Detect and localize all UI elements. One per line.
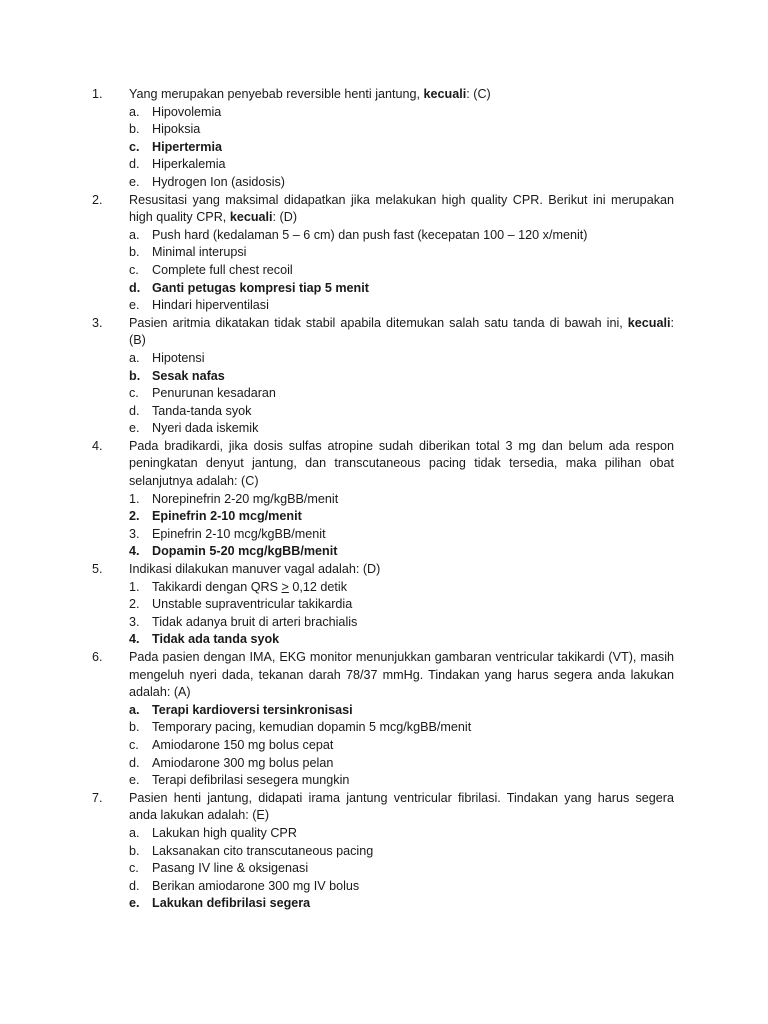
question-text-part: Pada pasien dengan IMA, EKG monitor menunjukkan gambaran ventricular takikardi (VT), masih mengeluh nyeri dada, tekanan darah 78/37 mmHg. Tindakan yang harus segera anda lakukan adalah: (A) [129,650,674,700]
option-text: Hydrogen Ion (asidosis) [152,174,285,189]
answer-option [0,596,768,614]
question-text-part: Yang merupakan penyebab reversible henti jantung, [129,87,424,101]
option-label: a. [129,702,140,717]
option-text: Hipotensi [152,350,205,365]
answer-option-correct [0,368,768,386]
question-item [0,438,768,561]
answer-option [0,227,768,245]
answer-option-correct [0,280,768,298]
question-number: 2. [92,192,103,207]
answer-option [0,755,768,773]
option-label: a. [129,350,140,365]
question-number: 5. [92,562,103,577]
option-text: Pasang IV line & oksigenasi [152,861,309,876]
question-text [129,438,674,491]
option-label: b. [129,122,140,137]
option-text: Hipovolemia [152,104,222,119]
option-text: Sesak nafas [152,368,225,383]
question-text-part: Indikasi dilakukan manuver vagal adalah: (D) [129,562,381,577]
question-item [0,649,768,790]
answer-option [0,174,768,192]
answer-option-correct [0,508,768,526]
option-label: b. [129,368,141,383]
option-text: Dopamin 5-20 mcg/kgBB/menit [152,544,338,559]
answer-option [0,825,768,843]
question-number: 3. [92,315,103,330]
option-label: 2. [129,597,140,612]
option-label: c. [129,139,140,154]
answer-option [0,772,768,790]
option-label: b. [129,843,140,858]
option-label: c. [129,861,139,876]
option-text: Minimal interupsi [152,245,247,260]
option-text: Hipoksia [152,122,201,137]
option-label: e. [129,174,140,189]
answer-option [0,579,768,597]
option-text: Norepinefrin 2-20 mg/kgBB/menit [152,491,339,506]
option-text: Amiodarone 300 mg bolus pelan [152,755,334,770]
option-text: Temporary pacing, kemudian dopamin 5 mcg/kgBB/menit [152,720,472,735]
question-keyword: kecuali [423,87,467,101]
option-text [152,579,347,597]
option-label: 2. [129,509,140,524]
option-label: 4. [129,544,140,559]
answer-option [0,737,768,755]
answer-option [0,104,768,122]
answer-option-correct [0,895,768,913]
option-text: Hindari hiperventilasi [152,298,269,313]
question-text-part: : (B) [129,315,674,348]
option-label: d. [129,280,141,295]
answer-option [0,614,768,632]
option-label: 4. [129,632,140,647]
answer-option [0,350,768,368]
answer-option-correct [0,702,768,720]
option-text: Lakukan high quality CPR [152,825,297,840]
option-text: Terapi kardioversi tersinkronisasi [152,702,353,717]
option-label: 1. [129,491,140,506]
option-text: Lakukan defibrilasi segera [152,896,311,911]
question-text [129,192,674,227]
option-text: Hipertermia [152,139,222,154]
question-text-part: Pasien aritmia dikatakan tidak stabil apabila ditemukan salah satu tanda di bawah ini, [129,315,628,330]
question-keyword: kecuali [627,315,671,330]
question-item [0,192,768,315]
question-text-part: Pasien henti jantung, didapati irama jantung ventricular fibrilasi. Tindakan yang harus segera anda lakukan adalah: (E) [129,790,674,823]
option-label: 1. [129,579,140,594]
option-text: Nyeri dada iskemik [152,421,259,436]
answer-option [0,491,768,509]
answer-option-correct [0,139,768,157]
option-label: d. [129,878,140,893]
option-label: e. [129,421,140,436]
option-label: c. [129,737,139,752]
question-text [129,649,674,702]
option-label: e. [129,298,140,313]
question-item [0,561,768,649]
option-label: b. [129,720,140,735]
option-label: e. [129,773,140,788]
answer-option [0,719,768,737]
option-text: Unstable supraventricular takikardia [152,597,353,612]
question-keyword: kecuali [229,210,273,225]
answer-option [0,156,768,174]
option-label: e. [129,896,140,911]
option-label: d. [129,403,140,418]
option-label: a. [129,825,140,840]
question-text [129,86,674,104]
option-text: Epinefrin 2-10 mcg/menit [152,509,302,524]
option-text: Amiodarone 150 mg bolus cepat [152,737,334,752]
question-text-part: : (C) [466,87,491,101]
option-text: Tanda-tanda syok [152,403,252,418]
option-text: Hiperkalemia [152,157,226,172]
question-item [0,790,768,913]
option-label: a. [129,104,140,119]
question-number: 1. [92,87,103,101]
answer-option-correct [0,543,768,561]
answer-option [0,403,768,421]
question-text [129,315,674,350]
option-text: Berikan amiodarone 300 mg IV bolus [152,878,360,893]
question-text-part: Resusitasi yang maksimal didapatkan jika melakukan high quality CPR. Berikut ini merupakan high quality CPR, [129,192,674,225]
answer-option [0,121,768,139]
option-symbol: > [281,579,289,594]
question-number: 7. [92,790,103,805]
option-text: Tidak adanya bruit di arteri brachialis [152,614,358,629]
option-text-part: 0,12 detik [288,579,347,594]
option-label: 3. [129,526,140,541]
answer-option-correct [0,631,768,649]
option-text: Epinefrin 2-10 mcg/kgBB/menit [152,526,326,541]
question-item [0,315,768,438]
option-text-part: Takikardi dengan QRS [152,579,282,594]
answer-option [0,262,768,280]
question-text-part: Pada bradikardi, jika dosis sulfas atropine sudah diberikan total 3 mg dan belum ada respon peningkatan denyut jantung, dan transcutaneous pacing tidak tersedia, maka pilihan obat selanjutnya adalah: (C) [129,438,674,489]
option-label: c. [129,386,139,401]
option-text: Penurunan kesadaran [152,386,276,401]
option-label: d. [129,157,140,172]
question-text [129,561,674,579]
option-label: 3. [129,614,140,629]
answer-option [0,526,768,544]
option-text: Tidak ada tanda syok [152,632,280,647]
question-number: 4. [92,438,103,453]
option-label: a. [129,227,140,242]
answer-option [0,297,768,315]
answer-option [0,860,768,878]
option-text: Push hard (kedalaman 5 – 6 cm) dan push fast (kecepatan 100 – 120 x/menit) [152,227,588,242]
option-label: b. [129,245,140,260]
answer-option [0,244,768,262]
option-text: Complete full chest recoil [152,262,293,277]
answer-option [0,420,768,438]
question-item [0,86,768,192]
option-label: c. [129,262,139,277]
option-text: Ganti petugas kompresi tiap 5 menit [152,280,369,295]
answer-option [0,843,768,861]
answer-option [0,878,768,896]
answer-option [0,385,768,403]
option-label: d. [129,755,140,770]
question-text-part: : (D) [272,210,298,225]
question-number: 6. [92,650,103,664]
question-text [129,790,674,825]
question-list [0,86,768,913]
option-text: Terapi defibrilasi sesegera mungkin [152,773,350,788]
option-text: Laksanakan cito transcutaneous pacing [152,843,374,858]
